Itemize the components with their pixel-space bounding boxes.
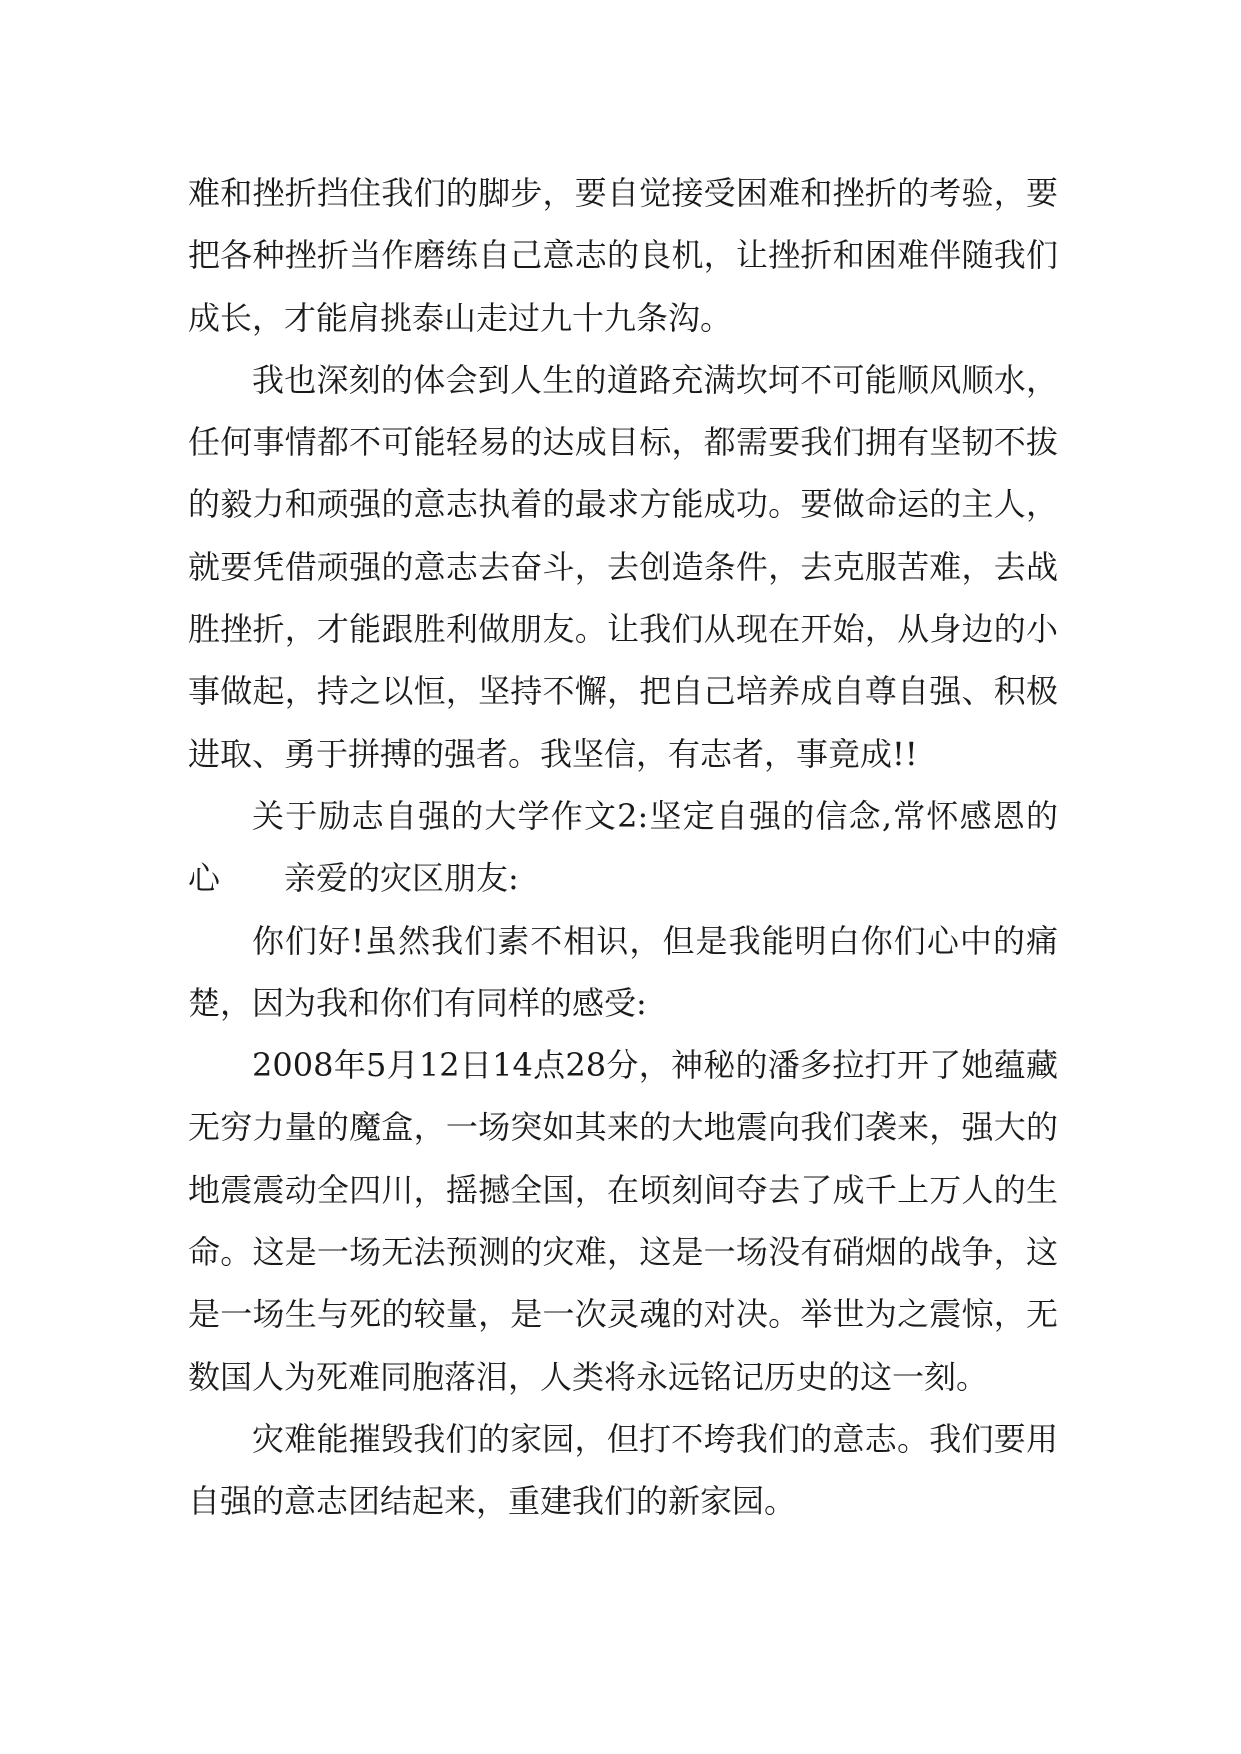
paragraph-5: 2008年5月12日14点28分，神秘的潘多拉打开了她蕴藏无穷力量的魔盒，一场突如其来的大地震向我们袭来，强大的地震震动全四川，摇撼全国，在顷刻间夺去了成千上万人的生命。这是一场无法预测的灾难，这是一场没有硝烟的战争，这是一场生与死的较量，是一次灵魂的对决。举世为之震惊，无数国人为死难同胞落泪，人类将永远铭记历史的这一刻。: [188, 1046, 1058, 1396]
paragraph-1: 难和挫折挡住我们的脚步，要自觉接受困难和挫折的考验，要把各种挫折当作磨练自己意志的良机，让挫折和困难伴随我们成长，才能肩挑泰山走过九十九条沟。: [188, 174, 1058, 337]
document-body: [188, 162, 1058, 1533]
paragraph-6: 灾难能摧毁我们的家园，但打不垮我们的意志。我们要用自强的意志团结起来，重建我们的新家园。: [188, 1419, 1058, 1521]
essay-heading-paragraph: 关于励志自强的大学作文2:坚定自强的信念,常怀感恩的心 亲爱的灾区朋友:: [188, 796, 1058, 898]
paragraph-2: 我也深刻的体会到人生的道路充满坎坷不可能顺风顺水，任何事情都不可能轻易的达成目标，都需要我们拥有坚韧不拔的毅力和顽强的意志执着的最求方能成功。要做命运的主人，就要凭借顽强的意志去奋斗，去创造条件，去克服苦难，去战胜挫折，才能跟胜利做朋友。让我们从现在开始，从身边的小事做起，持之以恒，坚持不懈，把自己培养成自尊自强、积极进取、勇于拼搏的强者。我坚信，有志者，事竟成!!: [188, 360, 1058, 773]
paragraph-4: 你们好!虽然我们素不相识，但是我能明白你们心中的痛楚，因为我和你们有同样的感受:: [188, 921, 1058, 1022]
